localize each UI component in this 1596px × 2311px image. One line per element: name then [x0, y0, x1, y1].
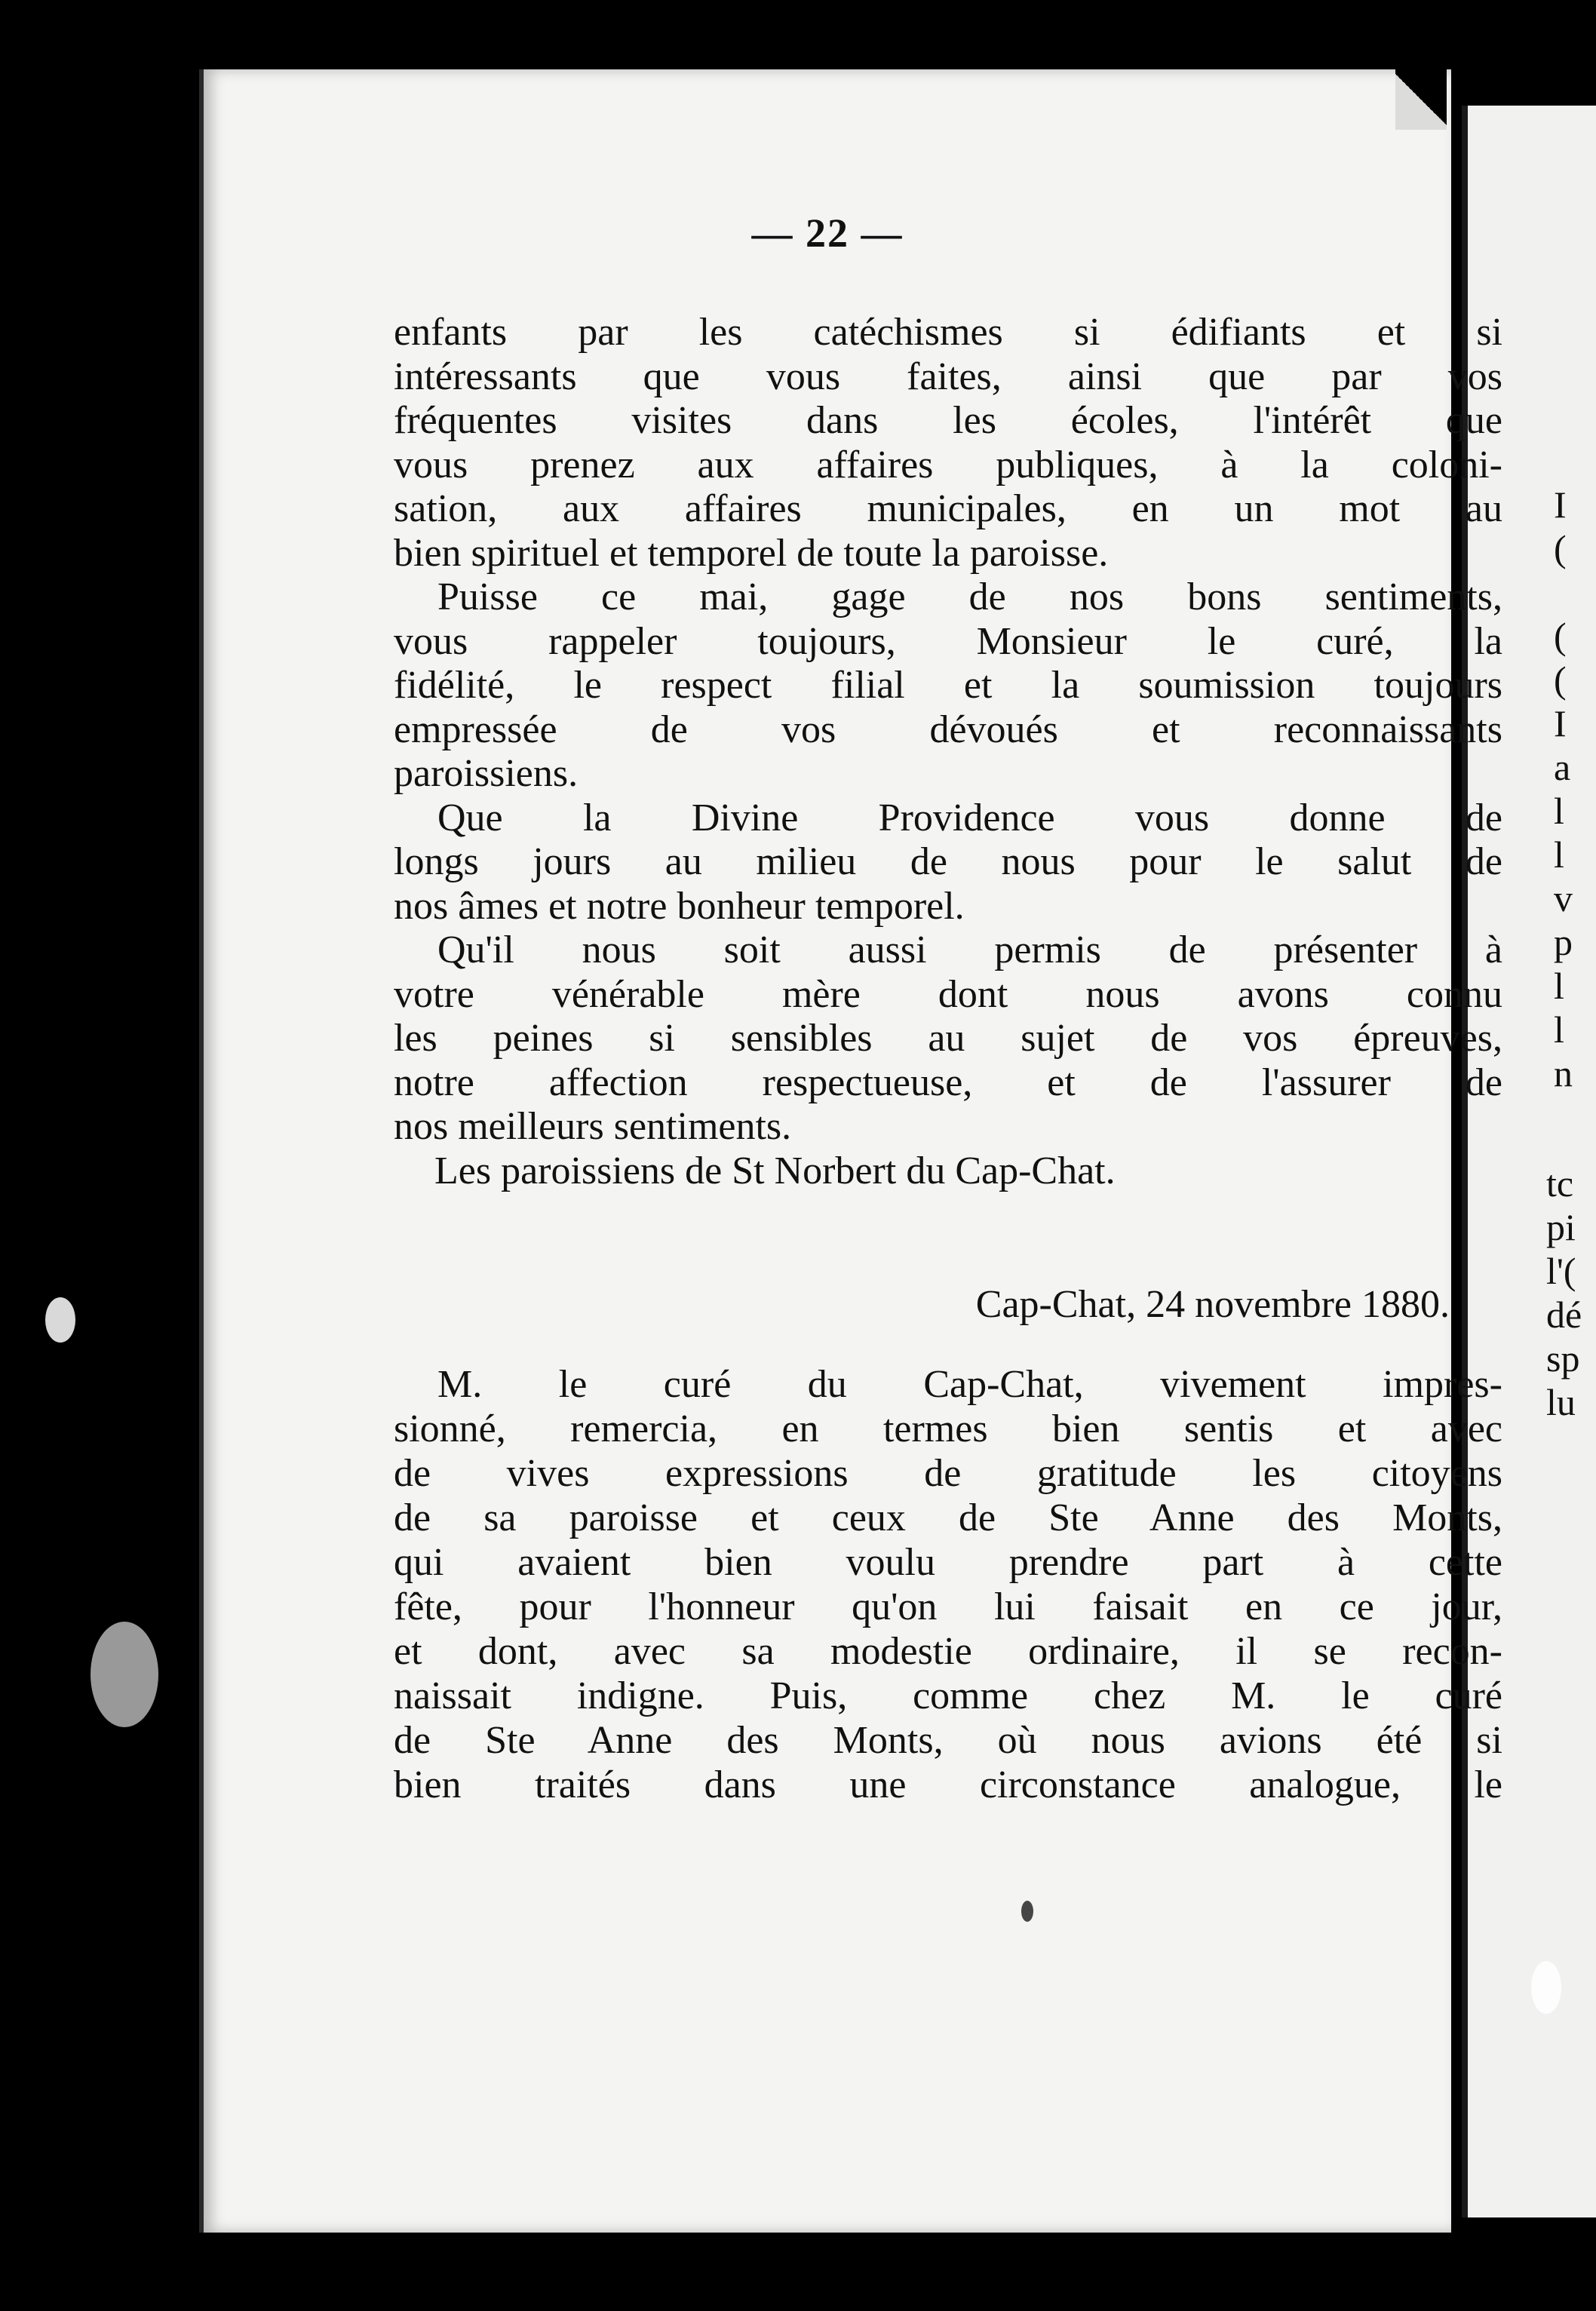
- fragment: lu: [1546, 1381, 1576, 1423]
- date-line: Cap-Chat, 24 novembre 1880.: [975, 1283, 1450, 1326]
- text-line: nos meilleurs sentiments.: [394, 1105, 792, 1148]
- letter-body: [394, 311, 1502, 1193]
- text-line: enfants par les catéchismes si édifiants et si: [394, 311, 1502, 354]
- fragment: l: [1554, 790, 1564, 832]
- text-line: Puisse ce mai, gage de nos bons sentiments,: [437, 575, 1502, 618]
- text-line: fréquentes visites dans les écoles, l'intérêt que: [394, 399, 1502, 442]
- fragment: (: [1554, 527, 1567, 569]
- text-line: bien spirituel et temporel de toute la paroisse.: [394, 531, 1109, 575]
- text-line: sionné, remercia, en termes bien sentis et avec: [394, 1407, 1502, 1450]
- fragment: [1554, 570, 1573, 614]
- text-line: de sa paroisse et ceux de Ste Anne des Monts,: [394, 1496, 1502, 1539]
- text-line: vous rappeler toujours, Monsieur le curé, la: [394, 619, 1502, 663]
- scan-speck: [91, 1622, 158, 1727]
- text-line: longs jours au milieu de nous pour le salut de: [394, 840, 1502, 883]
- paragraph-4: [394, 928, 1502, 1149]
- text-line: vous prenez aux affaires publiques, à la coloni-: [394, 443, 1502, 486]
- paragraph-1: [394, 311, 1502, 575]
- signature: Les paroissiens de St Norbert du Cap-Chat.: [434, 1149, 1116, 1192]
- page-number: — 22 —: [751, 210, 904, 256]
- text-line: qui avaient bien voulu prendre part à cette: [394, 1541, 1502, 1584]
- text-line: de Ste Anne des Monts, où nous avions été si: [394, 1719, 1502, 1762]
- text-line: intéressants que vous faites, ainsi que par vos: [394, 354, 1502, 398]
- text-line: M. le curé du Cap-Chat, vivement impres-: [437, 1363, 1502, 1406]
- text-line: de vives expressions de gratitude les citoyens: [394, 1452, 1502, 1495]
- text-line: sation, aux affaires municipales, en un mot au: [394, 487, 1502, 530]
- fragment: pi: [1546, 1206, 1576, 1248]
- narrative-paragraph: [394, 1362, 1502, 1807]
- scan-speck: [1531, 1961, 1561, 2014]
- text-line: Que la Divine Providence vous donne de: [437, 796, 1502, 839]
- adjacent-page-fragments-bottom: [1546, 1162, 1582, 1424]
- text-line: fête, pour l'honneur qu'on lui faisait en ce jour,: [394, 1585, 1502, 1628]
- text-line: notre affection respectueuse, et de l'assurer de: [394, 1060, 1502, 1104]
- scan-speck: [45, 1297, 75, 1343]
- fragment: p: [1554, 921, 1573, 963]
- adjacent-page-fragments-top: [1554, 483, 1573, 1095]
- fragment: l: [1554, 1008, 1564, 1051]
- text-line: paroissiens.: [394, 752, 579, 795]
- paragraph-3: [394, 796, 1502, 929]
- fragment: n: [1554, 1052, 1573, 1094]
- fragment: l'(: [1546, 1250, 1576, 1292]
- fragment: sp: [1546, 1337, 1580, 1380]
- fragment: (: [1554, 615, 1567, 657]
- text-line: empressée de vos dévoués et reconnaissants: [394, 707, 1502, 751]
- fragment: a: [1554, 746, 1571, 788]
- fragment: (: [1554, 658, 1567, 701]
- fragment: l: [1554, 833, 1564, 876]
- text-line: fidélité, le respect filial et la soumission toujours: [394, 664, 1502, 707]
- text-line: les peines si sensibles au sujet de vos épreuves,: [394, 1017, 1502, 1060]
- page-corner-fold: [1395, 69, 1447, 130]
- text-line: nos âmes et notre bonheur temporel.: [394, 884, 965, 928]
- fragment: dé: [1546, 1294, 1582, 1336]
- paragraph-2: [394, 575, 1502, 796]
- text-line: bien traités dans une circonstance analogue, le: [394, 1763, 1502, 1806]
- fragment: I: [1554, 702, 1567, 744]
- text-line: naissait indigne. Puis, comme chez M. le curé: [394, 1674, 1502, 1717]
- text-line: Qu'il nous soit aussi permis de présenter à: [437, 928, 1502, 971]
- fragment: l: [1554, 965, 1564, 1007]
- text-line: votre vénérable mère dont nous avons connu: [394, 972, 1502, 1016]
- fragment: I: [1554, 483, 1567, 526]
- scan-speck: [1021, 1901, 1033, 1922]
- fragment: v: [1554, 877, 1573, 919]
- fragment: tc: [1546, 1162, 1574, 1205]
- book-page: [199, 69, 1502, 2233]
- text-line: et dont, avec sa modestie ordinaire, il se recon-: [394, 1630, 1502, 1673]
